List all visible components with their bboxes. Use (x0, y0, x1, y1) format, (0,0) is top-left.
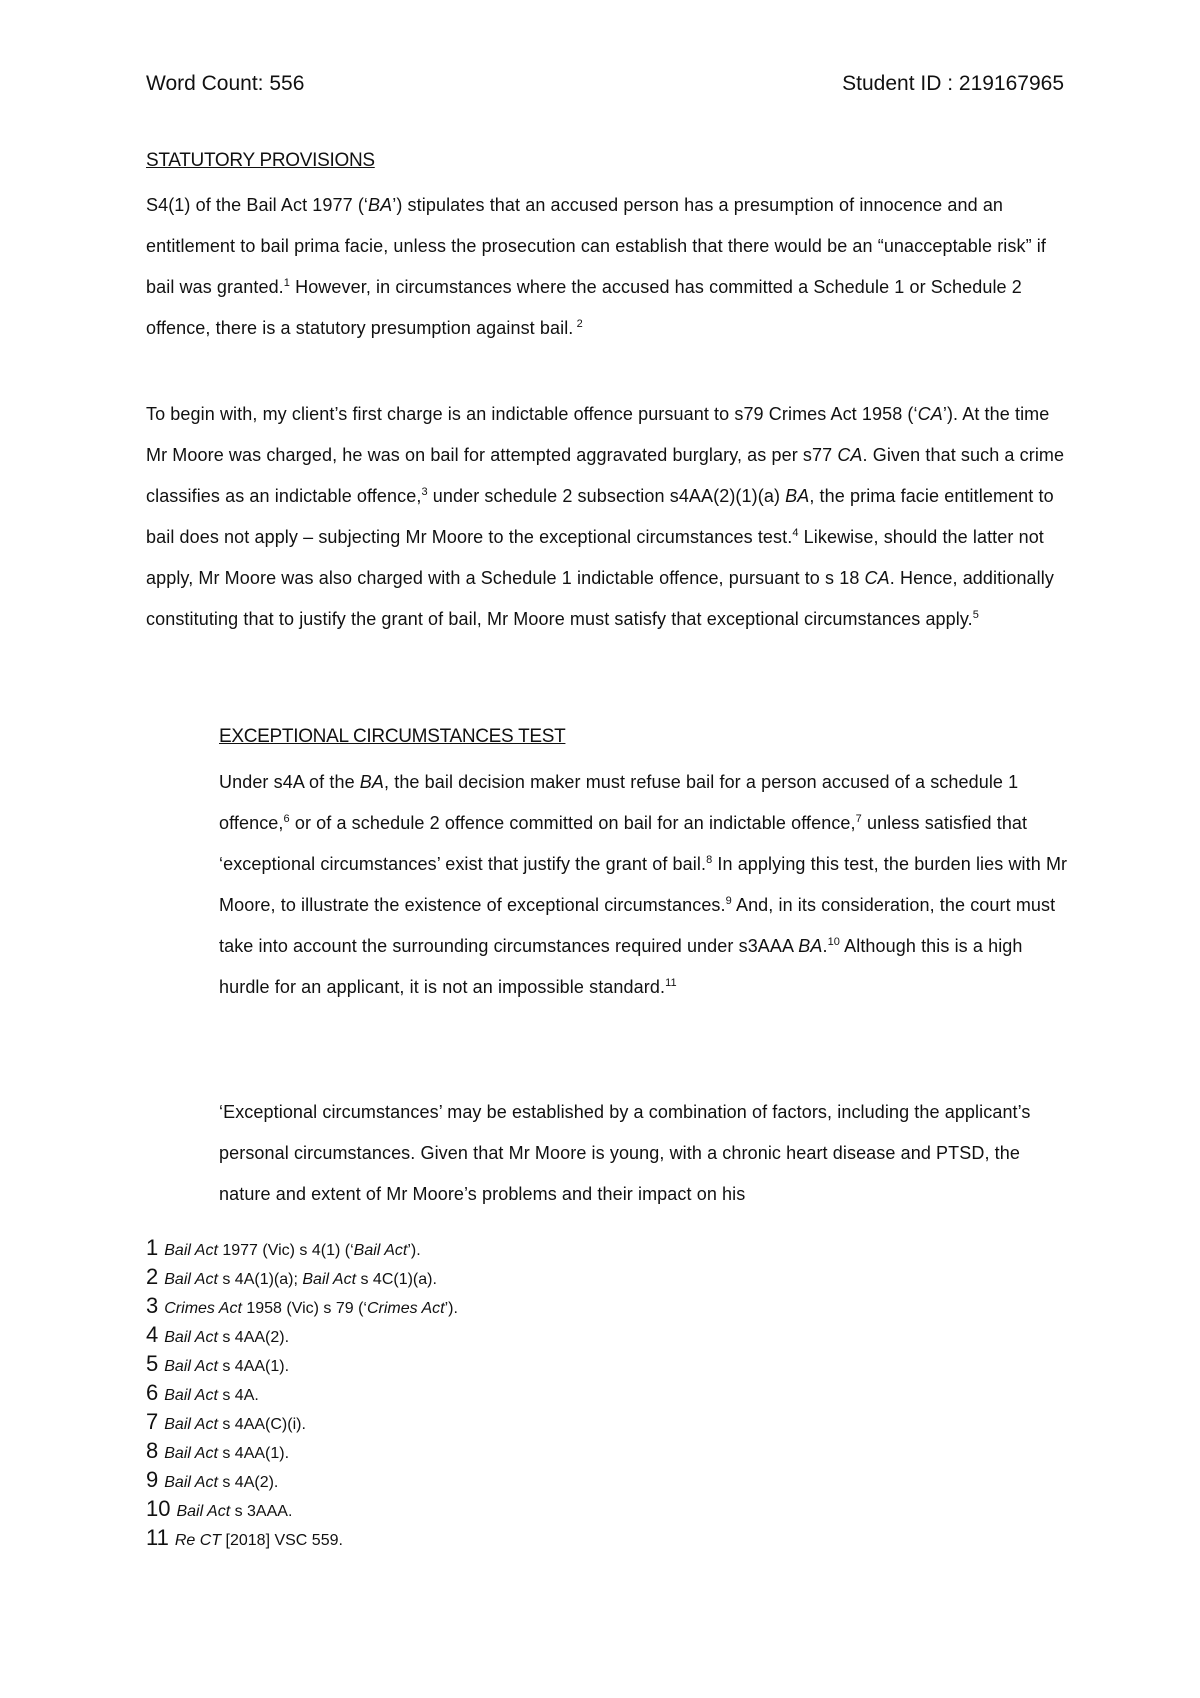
footnote-item: 1 Bail Act 1977 (Vic) s 4(1) (‘Bail Act’). (146, 1235, 421, 1260)
footnote-ref-11: 11 (665, 977, 677, 989)
footnote-ref-1: 1 (283, 277, 290, 289)
footnote-ref-5: 5 (972, 609, 979, 621)
student-id: Student ID : 219167965 (842, 72, 1064, 95)
paragraph-exceptional-2: ‘Exceptional circumstances’ may be established by a combination of factors, including the applicant’s personal circumstances. Given that Mr Moore is young, with a chronic heart disease and PTSD, the nature and extent of Mr Moore’s problems and their impact on his (219, 1102, 1031, 1204)
footnote-item: 6 Bail Act s 4A. (146, 1380, 259, 1405)
footnote-item: 9 Bail Act s 4A(2). (146, 1467, 279, 1492)
footnote-ref-2: 2 (573, 318, 583, 330)
footnotes-list (146, 1233, 1046, 1552)
paragraph-statutory-1: S4(1) of the Bail Act 1977 (‘BA’) stipulates that an accused person has a presumption of innocence and an entitlement to bail prima facie, unless the prosecution can establish that there would be an “unacceptable risk” if bail was granted.$^1$ However, in circumstances where the accused has committed a Schedule 1 or Schedule 2 offence, there is a statutory presumption against bail. $^2$ (146, 195, 1046, 338)
footnote-item: 2 Bail Act s 4A(1)(a); Bail Act s 4C(1)(a). (146, 1264, 437, 1289)
word-count: Word Count: 556 (146, 72, 305, 95)
footnote-item: 10 Bail Act s 3AAA. (146, 1496, 293, 1521)
footnote-ref-8: 8 (706, 854, 713, 866)
footnote-ref-3: 3 (421, 486, 428, 498)
heading-statutory-provisions: STATUTORY PROVISIONS (146, 150, 375, 171)
footnote-item: 4 Bail Act s 4AA(2). (146, 1322, 290, 1347)
heading-exceptional-circumstances: EXCEPTIONAL CIRCUMSTANCES TEST (219, 726, 566, 747)
paragraph-statutory-2: To begin with, my client’s first charge is an indictable offence pursuant to s79 Crimes Act 1958 (‘CA’). At the time Mr Moore was charged, he was on bail for attempted aggravated burglary, as per s77 CA. Given that such a crime classifies as an indictable offence,$^3$ under schedule 2 subsection s4AA(2)(1)(a) BA, the prima facie entitlement to bail does not apply – subjecting Mr Moore to the exceptional circumstances test.$^4$ Likewise, should the latter not apply, Mr Moore was also charged with a Schedule 1 indictable offence, pursuant to s 18 CA. Hence, additionally constituting that to justify the grant of bail, Mr Moore must satisfy that exceptional circumstances apply.$^5$ (146, 404, 1065, 629)
footnote-item: 8 Bail Act s 4AA(1). (146, 1438, 290, 1463)
footnote-ref-9: 9 (725, 895, 732, 907)
footnote-ref-4: 4 (792, 527, 799, 539)
footnote-ref-7: 7 (855, 813, 862, 825)
footnote-ref-10: 10 (827, 936, 840, 948)
footnote-item: 5 Bail Act s 4AA(1). (146, 1351, 290, 1376)
paragraph-exceptional-1: Under s4A of the BA, the bail decision maker must refuse bail for a person accused of a schedule 1 offence,$^6$ or of a schedule 2 offence committed on bail for an indictable offence,$^7$ unless satisfied that ‘exceptional circumstances’ exist that justify the grant of bail.$^8$ In applying this test, the burden lies with Mr Moore, to illustrate the existence of exceptional circumstances.$^9$ And, in its consideration, the court must take into account the surrounding circumstances required under s3AAA BA.$^{10}$ Although this is a high hurdle for an applicant, it is not an impossible standard.$^{11}$ (219, 772, 1068, 997)
footnote-ref-6: 6 (283, 813, 290, 825)
footnote-item: 3 Crimes Act 1958 (Vic) s 79 (‘Crimes Act’). (146, 1293, 458, 1318)
footnote-item: 11 Re CT [2018] VSC 559. (146, 1525, 343, 1550)
footnote-item: 7 Bail Act s 4AA(C)(i). (146, 1409, 306, 1434)
